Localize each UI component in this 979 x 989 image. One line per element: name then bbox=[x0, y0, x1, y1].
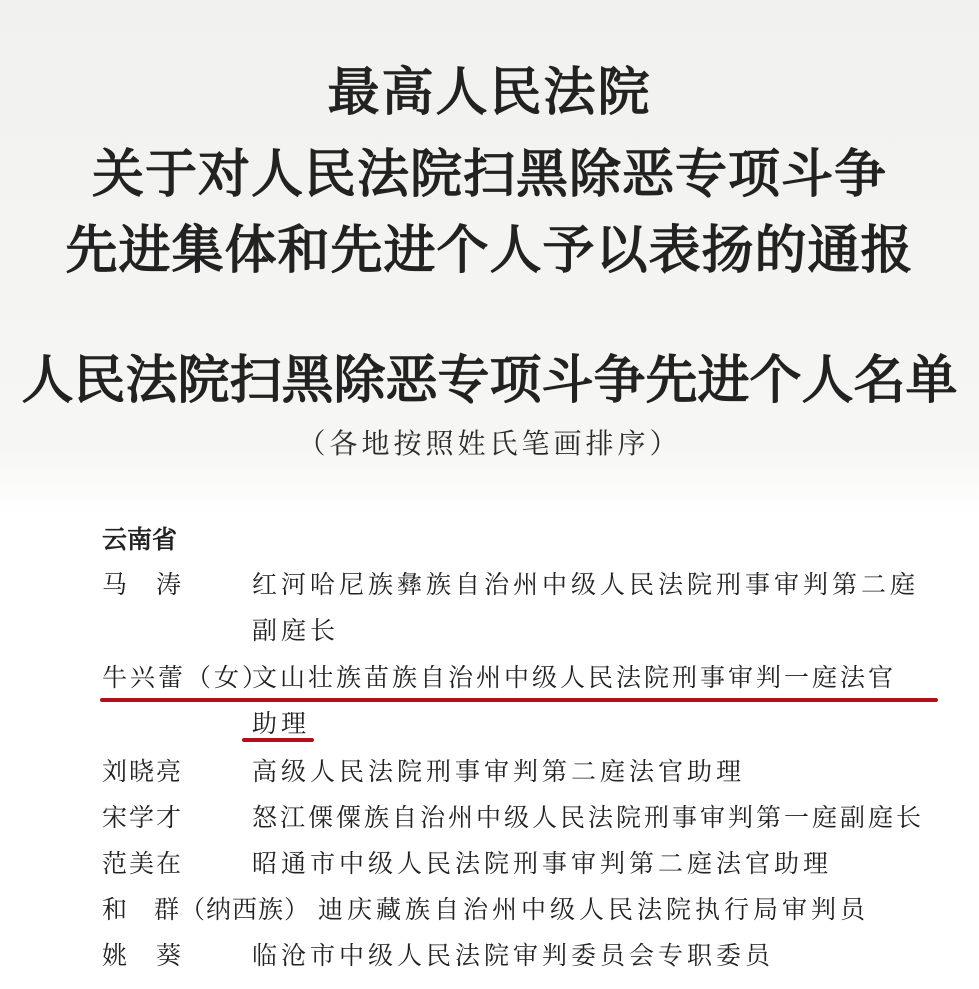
red-underline-annotation bbox=[100, 698, 938, 702]
person-name: 刘晓亮 bbox=[102, 757, 184, 786]
list-item bbox=[102, 892, 942, 928]
notice-title-line-1: 关于对人民法院扫黑除恶专项斗争 bbox=[91, 145, 887, 205]
list-item bbox=[102, 800, 942, 836]
list-item bbox=[102, 846, 942, 882]
person-title: 红河哈尼族彝族自治州中级人民法院刑事审判第二庭 bbox=[252, 570, 920, 599]
list-item bbox=[102, 754, 942, 790]
person-name: 姚 葵 bbox=[102, 941, 184, 970]
list-subtitle: （各地按照姓氏笔画排序） bbox=[297, 427, 682, 460]
list-item-highlighted bbox=[102, 660, 942, 696]
person-title: 昭通市中级人民法院刑事审判第二庭法官助理 bbox=[252, 849, 833, 878]
notice-title-line-2: 先进集体和先进个人予以表扬的通报 bbox=[65, 221, 914, 281]
person-name: 牛兴蕾（女） bbox=[102, 663, 271, 692]
province-heading: 云南省 bbox=[102, 525, 178, 554]
person-name: 宋学才 bbox=[102, 803, 184, 832]
person-name: 马 涛 bbox=[102, 570, 184, 599]
person-title: 临沧市中级人民法院审判委员会专职委员 bbox=[252, 941, 775, 970]
list-item bbox=[102, 938, 942, 974]
person-title: 文山壮族苗族自治州中级人民法院刑事审判一庭法官 bbox=[252, 663, 897, 692]
person-title: 迪庆藏族自治州中级人民法院执行局审判员 bbox=[318, 895, 870, 924]
person-name: 范美在 bbox=[102, 849, 184, 878]
person-title: 高级人民法院刑事审判第二庭法官助理 bbox=[252, 757, 746, 786]
list-item bbox=[102, 567, 942, 603]
issuer-title: 最高人民法院 bbox=[327, 63, 652, 123]
person-name: 和 群（纳西族） bbox=[102, 895, 311, 924]
person-title-continuation: 助理 bbox=[252, 709, 311, 738]
person-title: 怒江傈僳族自治州中级人民法院刑事审判第一庭副庭长 bbox=[252, 803, 925, 832]
list-title: 人民法院扫黑除恶专项斗争先进个人名单 bbox=[21, 351, 958, 411]
red-underline-annotation bbox=[242, 738, 314, 742]
person-title-continuation: 副庭长 bbox=[252, 616, 340, 645]
